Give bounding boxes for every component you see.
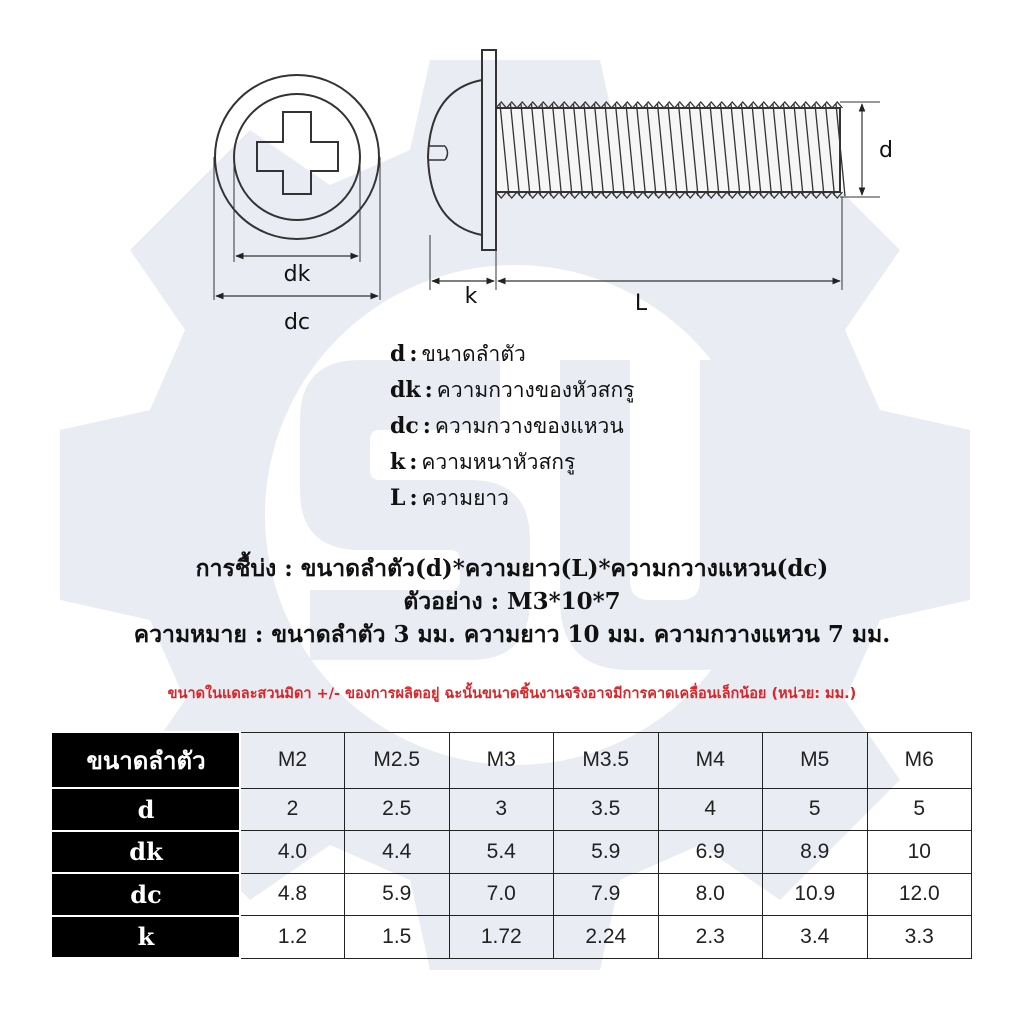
legend-item: [390, 372, 810, 408]
table-cell: 7.9: [554, 873, 659, 915]
washer-profile: [482, 50, 496, 250]
table-corner-label: ขนาดลำตัว: [53, 732, 241, 788]
table-cell: 3.3: [867, 916, 972, 958]
spec-table: [52, 731, 972, 959]
column-header: M2: [240, 732, 345, 788]
tolerance-note: ขนาดในแดละสวนมิดา +/- ของการผลิตอยู่ ฉะนั้นขนาดชิ้นงานจริงอาจมีการคาดเคลื่อนเล็กน้อย (หน่วย: มม.): [167, 686, 857, 702]
table-cell: 7.0: [449, 873, 554, 915]
label-dk: dk: [283, 262, 311, 287]
table-cell: 4.4: [345, 831, 450, 873]
ordering-format: [0, 552, 1024, 651]
label-d: d: [879, 138, 893, 163]
table-cell: 12.0: [867, 873, 972, 915]
column-header: M3.5: [554, 732, 659, 788]
table-cell: 5.4: [449, 831, 554, 873]
table-row: [53, 916, 972, 958]
example-line: ตัวอย่าง : M3*10*7: [403, 588, 621, 615]
legend-text: ความกวางของแหวน: [434, 414, 624, 438]
table-cell: 2.3: [658, 916, 763, 958]
legend-symbol: k: [390, 449, 406, 475]
legend-symbol: dk: [390, 377, 421, 403]
table-cell: 1.72: [449, 916, 554, 958]
legend-separator: :: [422, 413, 431, 439]
table-cell: 4.0: [240, 831, 345, 873]
legend-separator: :: [409, 341, 418, 367]
column-header: M6: [867, 732, 972, 788]
screw-diagram: [0, 0, 1024, 340]
legend-text: ขนาดลำตัว: [421, 342, 526, 366]
row-label: d: [53, 788, 241, 830]
legend-separator: :: [409, 449, 418, 475]
table-cell: 3.5: [554, 788, 659, 830]
column-header: M3: [449, 732, 554, 788]
column-header: M2.5: [345, 732, 450, 788]
table-cell: 3.4: [763, 916, 868, 958]
washer-outline: [215, 75, 379, 239]
screw-side-view: [428, 50, 880, 290]
table-cell: 2.5: [345, 788, 450, 830]
legend-item: [390, 444, 810, 480]
table-cell: 1.5: [345, 916, 450, 958]
dimension-legend: [390, 336, 810, 516]
table-header-row: [53, 732, 972, 788]
legend-symbol: L: [390, 485, 406, 511]
column-header: M5: [763, 732, 868, 788]
table-cell: 10: [867, 831, 972, 873]
row-label: dc: [53, 873, 241, 915]
legend-item: [390, 336, 810, 372]
table-row: [53, 873, 972, 915]
legend-symbol: dc: [390, 413, 419, 439]
table-cell: 2.24: [554, 916, 659, 958]
meaning-line: ความหมาย : ขนาดลำตัว 3 มม. ความยาว 10 มม. ความกวางแหวน 7 มม.: [133, 621, 891, 648]
legend-text: ความยาว: [421, 486, 509, 510]
table-cell: 5: [867, 788, 972, 830]
table-cell: 5.9: [345, 873, 450, 915]
table-cell: 10.9: [763, 873, 868, 915]
table-cell: 3: [449, 788, 554, 830]
table-cell: 2: [240, 788, 345, 830]
row-label: k: [53, 916, 241, 958]
table-cell: 8.0: [658, 873, 763, 915]
label-dc: dc: [283, 310, 311, 335]
format-line: การชื้บ่ง : ขนาดลำตัว(d)*ความยาว(L)*ความกวางแหวน(dc): [195, 555, 829, 582]
table-row: [53, 788, 972, 830]
table-cell: 5: [763, 788, 868, 830]
column-header: M4: [658, 732, 763, 788]
table-cell: 8.9: [763, 831, 868, 873]
table-cell: 1.2: [240, 916, 345, 958]
legend-text: ความหนาหัวสกรู: [421, 450, 576, 474]
legend-item: [390, 408, 810, 444]
legend-text: ความกวางของหัวสกรู: [436, 378, 635, 402]
table-cell: 4.8: [240, 873, 345, 915]
table-cell: 6.9: [658, 831, 763, 873]
legend-symbol: d: [390, 341, 406, 367]
label-k: k: [464, 284, 478, 309]
legend-separator: :: [409, 485, 418, 511]
screw-head: [428, 80, 482, 235]
table-row: [53, 831, 972, 873]
row-label: dk: [53, 831, 241, 873]
legend-item: [390, 480, 810, 516]
table-cell: 5.9: [554, 831, 659, 873]
phillips-cross-icon: [257, 112, 338, 194]
legend-separator: :: [424, 377, 433, 403]
label-L: L: [634, 291, 648, 316]
table-cell: 4: [658, 788, 763, 830]
